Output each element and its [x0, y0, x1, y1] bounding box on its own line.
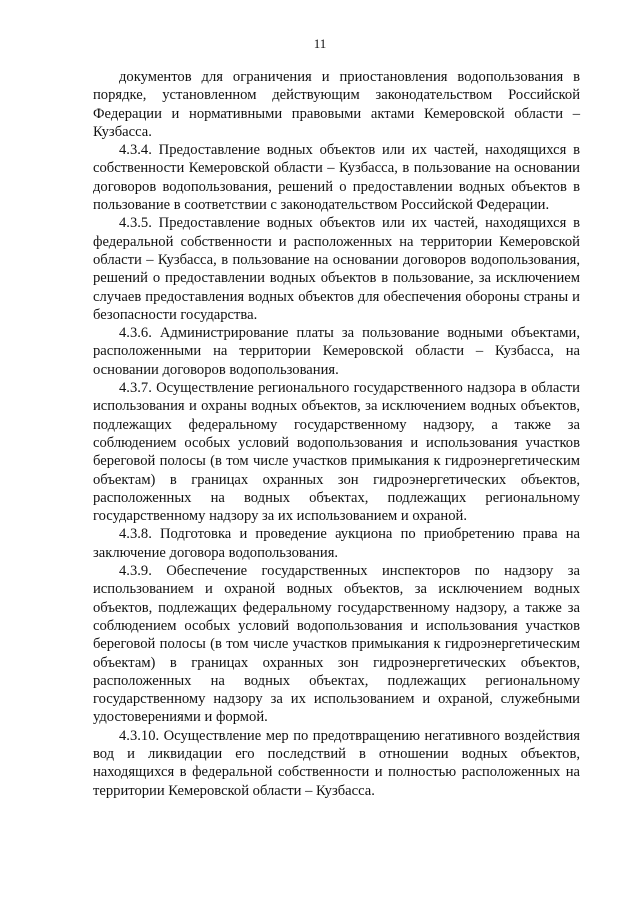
paragraph-continuation: документов для ограничения и приостановления водопользования в порядке, установленном действующим законодательством Российской Федерации и нормативными правовыми актами Кемеровской области – Кузбасса.	[93, 69, 580, 140]
document-body	[93, 68, 580, 800]
paragraph-4-3-9: 4.3.9. Обеспечение государственных инспекторов по надзору за использованием и охраной водных объектов, за исключением водных объектов, подлежащих федеральному государственному надзору, а также за соблюдением особых условий водопользования и использования участков береговой полосы (в том числе участков примыкания к гидроэнергетическим объектам) в границах охранных зон гидроэнергетических объектов, расположенных на водных объектах, подлежащих региональному государственному надзору за их использованием и охраной, служебными удостоверениями и формой.	[93, 563, 580, 726]
paragraph-4-3-8: 4.3.8. Подготовка и проведение аукциона по приобретению права на заключение договора водопользования.	[93, 526, 580, 561]
paragraph-4-3-5: 4.3.5. Предоставление водных объектов или их частей, находящихся в федеральной собственности и расположенных на территории Кемеровской области – Кузбасса, в пользование на основании договоров водопользования, решений о предоставлении водных объектов в пользование, за исключением случаев предоставления водных объектов для обеспечения обороны страны и безопасности государства.	[93, 215, 580, 323]
paragraph-4-3-10: 4.3.10. Осуществление мер по предотвращению негативного воздействия вод и ликвидации его последствий в отношении водных объектов, находящихся в федеральной собственности и полностью расположенных на территории Кемеровской области – Кузбасса.	[93, 727, 580, 799]
paragraph-4-3-4: 4.3.4. Предоставление водных объектов или их частей, находящихся в собственности Кемеровской области – Кузбасса, в пользование на основании договоров водопользования, решений о предоставлении водных объектов в пользование в соответствии с законодательством Российской Федерации.	[93, 142, 580, 214]
page-number: 11	[313, 36, 327, 51]
paragraph-4-3-7: 4.3.7. Осуществление регионального государственного надзора в области использования и охраны водных объектов, за исключением водных объектов, подлежащих федеральному государственному надзору, а также за соблюдением особых условий водопользования и использования участков береговой полосы (в том числе участков примыкания к гидроэнергетическим объектам) в границах охранных зон гидроэнергетических объектов, расположенных на водных объектах, подлежащих региональному государственному надзору за их использованием и охраной.	[93, 380, 580, 525]
paragraph-4-3-6: 4.3.6. Администрирование платы за пользование водными объектами, расположенными на территории Кемеровской области – Кузбасса, на основании договоров водопользования.	[93, 325, 580, 378]
